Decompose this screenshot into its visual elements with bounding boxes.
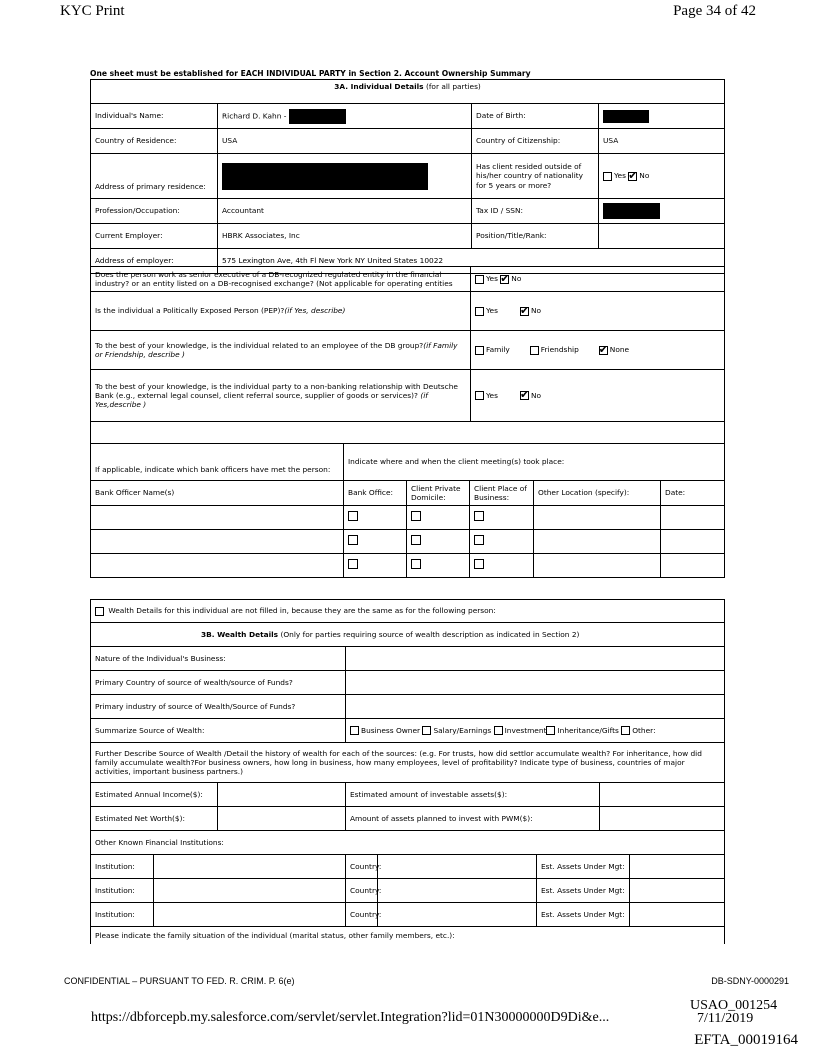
pep-yes-checkbox[interactable] (475, 307, 484, 316)
position-label: Position/Title/Rank: (472, 224, 599, 249)
pep-question-note: (if Yes, describe) (284, 306, 346, 316)
pep-yes-label: Yes (486, 306, 498, 316)
page-number: Page 34 of 42 (673, 3, 756, 19)
assets-under-mgt-label: Est. Assets Under Mgt: (537, 879, 630, 903)
name-cell (218, 104, 472, 129)
nature-value[interactable] (346, 647, 725, 671)
institution-label: Institution: (91, 903, 154, 927)
redaction-box (603, 203, 660, 219)
print-date: 7/11/2019 (697, 1011, 754, 1026)
pep-options (471, 292, 725, 331)
same-as-checkbox[interactable] (95, 607, 104, 616)
confidential-notice: CONFIDENTIAL – PURSUANT TO FED. R. CRIM. P. 6(e) (64, 976, 295, 986)
investable-assets-label: Estimated amount of investable assets($): (346, 783, 600, 807)
table-row (91, 554, 725, 578)
col-date: Date: (661, 481, 725, 506)
bank-office-checkbox[interactable] (348, 559, 358, 569)
table-row (91, 506, 725, 530)
country-label: Country: (346, 903, 378, 927)
nonbanking-no-checkbox[interactable] (520, 391, 529, 400)
date-input[interactable] (661, 506, 725, 530)
date-input[interactable] (661, 530, 725, 554)
spacer-row (91, 422, 725, 445)
bank-office-checkbox[interactable] (348, 511, 358, 521)
country-label: Country: (346, 879, 378, 903)
inheritance-checkbox[interactable] (546, 726, 555, 735)
assets-pwm-label: Amount of assets planned to invest with PWM($): (346, 807, 600, 831)
summarize-label: Summarize Source of Wealth: (91, 719, 346, 743)
redaction-box (603, 110, 649, 123)
other-location-input[interactable] (534, 554, 661, 578)
institution-value[interactable] (154, 879, 346, 903)
pep-question: Is the individual a Politically Exposed Person (PEP)? (95, 306, 285, 316)
employer-address-value: 575 Lexington Ave, 4th Fl New York NY United States 10022 (218, 249, 725, 274)
efta-number: EFTA_00019164 (694, 1032, 798, 1048)
nonbanking-options (471, 370, 725, 422)
col-other-location: Other Location (specify): (534, 481, 661, 506)
net-worth-value[interactable] (218, 807, 346, 831)
usao-number: USAO_001254 (690, 998, 778, 1013)
related-question-note: (if Family or Friendship, describe ) (95, 340, 458, 359)
col-bank-office: Bank Office: (344, 481, 407, 506)
primary-country-value[interactable] (346, 671, 725, 695)
institution-value[interactable] (154, 903, 346, 927)
col-officer: Bank Officer Name(s) (91, 481, 344, 506)
table-row (91, 879, 725, 903)
nonbanking-yes-label: Yes (486, 390, 498, 400)
related-family-checkbox[interactable] (475, 346, 484, 355)
private-domicile-checkbox[interactable] (411, 535, 421, 545)
senior-exec-question: Does the person work as senior executive of a DB-recognized regulated entity in the financial industry? or an entity listed on a DB-recognised exchange? (Not applicable for operating entities (91, 267, 471, 292)
related-question: To the best of your knowledge, is the individual related to an employee of the DB group? (95, 340, 424, 350)
profession-label: Profession/Occupation: (91, 199, 218, 224)
country-value[interactable] (378, 855, 537, 879)
nonbanking-no-label: No (530, 390, 541, 400)
salary-checkbox[interactable] (422, 726, 431, 735)
other-checkbox[interactable] (621, 726, 630, 735)
redaction-box (289, 109, 346, 124)
primary-industry-label: Primary industry of source of Wealth/Source of Funds? (91, 695, 346, 719)
same-as-row (91, 600, 725, 623)
dob-label: Date of Birth: (472, 104, 599, 129)
resided-yes-label: Yes (614, 171, 626, 181)
nonbanking-yes-checkbox[interactable] (475, 391, 484, 400)
residence-country-label: Country of Residence: (91, 129, 218, 154)
citizenship-label: Country of Citizenship: (472, 129, 599, 154)
related-friendship-checkbox[interactable] (530, 346, 539, 355)
primary-industry-value[interactable] (346, 695, 725, 719)
assets-under-mgt-value[interactable] (630, 879, 725, 903)
business-owner-label: Business Owner (361, 725, 421, 735)
date-input[interactable] (661, 554, 725, 578)
name-label: Individual's Name: (91, 104, 218, 129)
place-business-checkbox[interactable] (474, 511, 484, 521)
individual-details-table (90, 79, 725, 274)
source-url: https://dbforcepb.my.salesforce.com/servlet/servlet.Integration?lid=01N30000000D9Di&e... (91, 1010, 610, 1025)
annual-income-label: Estimated Annual Income($): (91, 783, 218, 807)
citizenship-value: USA (599, 129, 725, 154)
assets-under-mgt-label: Est. Assets Under Mgt: (537, 855, 630, 879)
institution-label: Institution: (91, 855, 154, 879)
meeting-label: Indicate where and when the client meeting(s) took place: (344, 444, 725, 481)
private-domicile-checkbox[interactable] (411, 511, 421, 521)
net-worth-label: Estimated Net Worth($): (91, 807, 218, 831)
business-owner-checkbox[interactable] (350, 726, 359, 735)
summarize-options (346, 719, 725, 743)
other-location-input[interactable] (534, 506, 661, 530)
place-business-checkbox[interactable] (474, 559, 484, 569)
bank-office-checkbox[interactable] (348, 535, 358, 545)
bates-number: DB-SDNY-0000291 (711, 976, 789, 986)
resided-outside-label: Has client resided outside of his/her country of nationality for 5 years or more? (472, 154, 599, 199)
section-3a-title-suffix: (for all parties) (425, 82, 481, 91)
investment-label: Investment (504, 725, 547, 735)
senior-exec-yes-label: Yes (486, 274, 498, 284)
other-fi-label: Other Known Financial Institutions: (91, 831, 725, 855)
pep-question-cell (91, 292, 471, 331)
col-private-domicile: Client Private Domicile: (407, 481, 470, 506)
institution-label: Institution: (91, 879, 154, 903)
related-none-label: None (609, 345, 630, 355)
salary-label: Salary/Earnings (433, 725, 492, 735)
resided-no-checkbox[interactable] (628, 172, 637, 181)
inheritance-label: Inheritance/Gifts (557, 725, 619, 735)
section-3a-header (91, 80, 725, 104)
senior-exec-no-label: No (511, 274, 522, 284)
nature-label: Nature of the Individual's Business: (91, 647, 346, 671)
bank-officer-meeting-table (90, 443, 725, 578)
section-3b-title-suffix: (Only for parties requiring source of wealth description as indicated in Section 2) (280, 629, 580, 639)
related-family-label: Family (486, 345, 510, 355)
taxid-cell (599, 199, 725, 224)
resided-no-label: No (639, 171, 650, 181)
residence-country-value: USA (218, 129, 472, 154)
position-value (599, 224, 725, 249)
pep-no-checkbox[interactable] (520, 307, 529, 316)
further-describe: Further Describe Source of Wealth /Detail the history of wealth for each of the sources: (e.g. For trusts, how did settlor accumulate wealth? For inheritance, how did family accumulate wealth?For business owners, how long in business, how many employees, level of profitability? Indicate type of business, countries of major activities, important business partners.) (91, 743, 725, 783)
primary-country-label: Primary Country of source of wealth/source of Funds? (91, 671, 346, 695)
senior-exec-no-checkbox[interactable] (500, 275, 509, 284)
related-options (471, 331, 725, 370)
redaction-box (222, 163, 428, 190)
section-3b-title: 3B. Wealth Details (201, 629, 279, 639)
nonbanking-question-cell (91, 370, 471, 422)
section-3a-title: 3A. Individual Details (334, 82, 424, 91)
resided-outside-cell (599, 154, 725, 199)
assets-under-mgt-value[interactable] (630, 855, 725, 879)
annual-income-value[interactable] (218, 783, 346, 807)
taxid-label: Tax ID / SSN: (472, 199, 599, 224)
print-title: KYC Print (60, 3, 125, 19)
address-label: Address of primary residence: (91, 154, 218, 199)
name-value: Richard D. Kahn - (222, 111, 287, 120)
investable-assets-value[interactable] (600, 783, 725, 807)
other-location-input[interactable] (534, 530, 661, 554)
wealth-details-table (90, 599, 725, 944)
table-row (91, 530, 725, 554)
table-row (91, 855, 725, 879)
investment-checkbox[interactable] (494, 726, 503, 735)
section-3b-header (91, 623, 725, 647)
country-value[interactable] (378, 879, 537, 903)
other-label: Other: (632, 725, 656, 735)
employer-value: HBRK Associates, Inc (218, 224, 472, 249)
nonbanking-question: To the best of your knowledge, is the individual party to a non-banking relationship with Deutsche Bank (e.g., external legal counsel, client referral source, supplier of goods or services)? (95, 381, 458, 400)
officer-name-input[interactable] (91, 530, 344, 554)
related-none-checkbox[interactable] (599, 346, 608, 355)
officer-name-input[interactable] (91, 506, 344, 530)
institution-value[interactable] (154, 855, 346, 879)
pep-no-label: No (530, 306, 541, 316)
screening-questions-table (90, 266, 725, 445)
assets-under-mgt-label: Est. Assets Under Mgt: (537, 903, 630, 927)
assets-under-mgt-value[interactable] (630, 903, 725, 927)
related-friendship-label: Friendship (540, 345, 579, 355)
table-row (91, 903, 725, 927)
senior-exec-options (471, 267, 725, 292)
related-question-cell (91, 331, 471, 370)
senior-exec-yes-checkbox[interactable] (475, 275, 484, 284)
country-value[interactable] (378, 903, 537, 927)
dob-cell (599, 104, 725, 129)
nonbanking-question-note: (if Yes,describe ) (95, 390, 428, 410)
employer-label: Current Employer: (91, 224, 218, 249)
employer-address-label: Address of employer: (91, 249, 218, 274)
family-situation-label: Please indicate the family situation of the individual (marital status, other family members, etc.): (91, 927, 725, 944)
country-label: Country: (346, 855, 378, 879)
profession-value: Accountant (218, 199, 472, 224)
assets-pwm-value[interactable] (600, 807, 725, 831)
same-as-label: Wealth Details for this individual are not filled in, because they are the same as for the following person: (108, 606, 496, 616)
col-place-business: Client Place of Business: (470, 481, 534, 506)
resided-yes-checkbox[interactable] (603, 172, 612, 181)
address-cell (218, 154, 472, 199)
bank-officers-label: If applicable, indicate which bank officers have met the person: (91, 444, 344, 481)
place-business-checkbox[interactable] (474, 535, 484, 545)
private-domicile-checkbox[interactable] (411, 559, 421, 569)
officer-name-input[interactable] (91, 554, 344, 578)
instruction-notice: One sheet must be established for EACH INDIVIDUAL PARTY in Section 2. Account Ownership Summary (90, 69, 531, 78)
